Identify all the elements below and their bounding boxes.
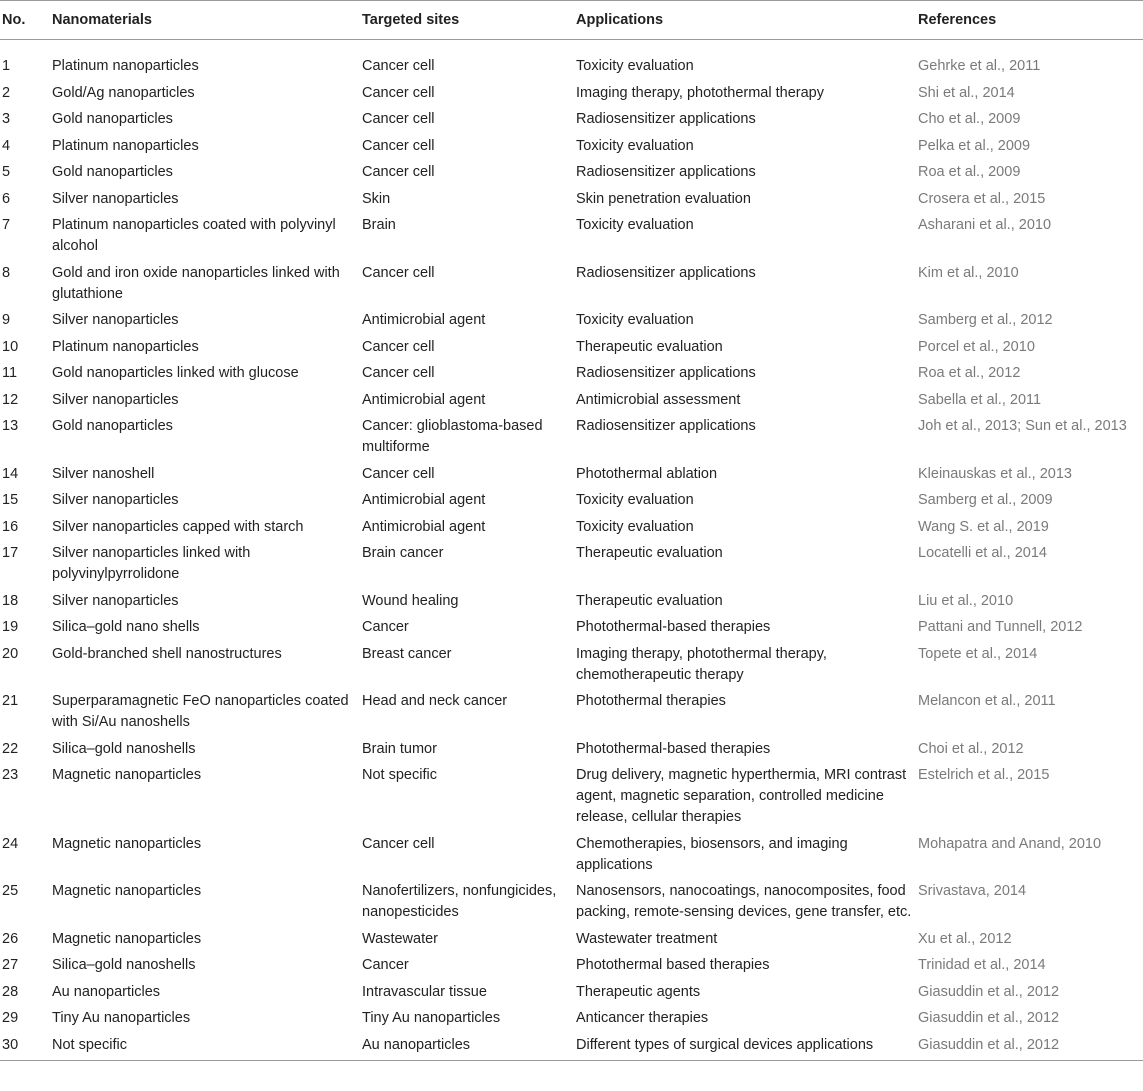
cell-application: Antimicrobial assessment [576, 391, 741, 408]
cell-application: Photothermal-based therapies [576, 619, 771, 635]
cell-no: 16 [2, 518, 19, 535]
cell-application: Photothermal based therapies [576, 957, 770, 973]
table-row [0, 978, 1143, 1005]
table-row [0, 1031, 1143, 1060]
cell-nanomaterial: Silver nanoparticles [52, 592, 179, 609]
cell-nanomaterial: Platinum nanoparticles [52, 338, 199, 355]
cell-reference: Mohapatra and Anand, 2010 [918, 835, 1102, 852]
cell-targeted-site: Wastewater [362, 930, 439, 947]
cell-reference: Giasuddin et al., 2012 [918, 1036, 1060, 1053]
cell-no: 20 [2, 645, 19, 662]
cell-nanomaterial: Gold nanoparticles linked with glucose [52, 365, 299, 381]
cell-no: 26 [2, 930, 19, 947]
cell-reference: Topete et al., 2014 [918, 645, 1038, 662]
cell-targeted-site: Cancer [362, 957, 409, 973]
cell-targeted-site: Antimicrobial agent [362, 492, 486, 508]
cell-no: 28 [2, 983, 19, 1000]
cell-reference: Melancon et al., 2011 [918, 693, 1056, 709]
cell-application: Toxicity evaluation [576, 312, 694, 328]
cell-application: Imaging therapy, photothermal therapy [576, 84, 824, 101]
cell-targeted-site: Cancer cell [362, 365, 435, 381]
cell-nanomaterial: Magnetic nanoparticles [52, 930, 202, 947]
cell-reference: Gehrke et al., 2011 [918, 58, 1041, 74]
cell-no: 17 [2, 545, 19, 561]
cell-reference: Srivastava, 2014 [918, 883, 1027, 899]
cell-no: 25 [2, 883, 19, 899]
cell-no: 3 [2, 111, 11, 127]
cell-no: 4 [2, 137, 11, 154]
table-row [0, 539, 1143, 587]
cell-application: Therapeutic evaluation [576, 338, 723, 355]
cell-no: 1 [2, 58, 11, 74]
cell-no: 13 [2, 418, 19, 434]
table-row [0, 79, 1143, 106]
cell-targeted-site: Cancer cell [362, 84, 435, 101]
cell-nanomaterial: Gold nanoparticles [52, 418, 173, 434]
cell-application: Therapeutic evaluation [576, 592, 723, 609]
cell-no: 11 [2, 365, 18, 381]
table-row [0, 925, 1143, 952]
cell-no: 23 [2, 767, 19, 783]
cell-reference: Pelka et al., 2009 [918, 137, 1031, 154]
header-no: No. [0, 1, 51, 40]
cell-reference: Cho et al., 2009 [918, 111, 1021, 127]
cell-no: 12 [2, 391, 19, 408]
table-row [0, 306, 1143, 333]
table-row [0, 412, 1143, 460]
cell-application: Different types of surgical devices applications [576, 1036, 874, 1053]
cell-application: Radiosensitizer applications [576, 111, 756, 127]
cell-reference: Xu et al., 2012 [918, 930, 1012, 947]
cell-no: 9 [2, 312, 11, 328]
cell-nanomaterial: Tiny Au nanoparticles [52, 1010, 191, 1026]
table-row [0, 587, 1143, 614]
cell-application: Toxicity evaluation [576, 217, 694, 233]
cell-targeted-site: Intravascular tissue [362, 983, 487, 1000]
cell-targeted-site: Antimicrobial agent [362, 312, 486, 328]
cell-targeted-site: Brain tumor [362, 740, 437, 757]
table-row [0, 105, 1143, 132]
cell-no: 2 [2, 84, 11, 101]
cell-no: 22 [2, 740, 19, 757]
table-row [0, 951, 1143, 978]
cell-nanomaterial: Platinum nanoparticles [52, 137, 199, 154]
cell-application: Nanosensors, nanocoatings, nanocomposites, food packing, remote-sensing devices, gene transfer, etc. [576, 883, 912, 920]
table-row [0, 185, 1143, 212]
cell-application: Skin penetration evaluation [576, 190, 751, 207]
cell-application: Toxicity evaluation [576, 492, 694, 508]
cell-nanomaterial: Magnetic nanoparticles [52, 767, 202, 783]
cell-reference: Porcel et al., 2010 [918, 338, 1035, 355]
table-row [0, 735, 1143, 762]
cell-reference: Kim et al., 2010 [918, 264, 1019, 281]
cell-nanomaterial: Silica–gold nanoshells [52, 740, 196, 757]
bottom-rule [0, 1060, 1143, 1061]
cell-nanomaterial: Silver nanoshell [52, 465, 155, 482]
table-row [0, 513, 1143, 540]
cell-application: Photothermal-based therapies [576, 740, 771, 757]
table-row [0, 1004, 1143, 1031]
cell-application: Toxicity evaluation [576, 518, 694, 535]
cell-nanomaterial: Gold and iron oxide nanoparticles linked with glutathione [52, 264, 340, 302]
cell-nanomaterial: Silver nanoparticles [52, 391, 179, 408]
table-row [0, 761, 1143, 830]
cell-targeted-site: Cancer cell [362, 465, 435, 482]
cell-nanomaterial: Silica–gold nano shells [52, 619, 200, 635]
cell-application: Radiosensitizer applications [576, 418, 756, 434]
cell-nanomaterial: Superparamagnetic FeO nanoparticles coated with Si/Au nanoshells [52, 693, 349, 730]
cell-targeted-site: Cancer cell [362, 264, 435, 281]
cell-application: Wastewater treatment [576, 930, 718, 947]
cell-reference: Asharani et al., 2010 [918, 217, 1052, 233]
cell-targeted-site: Antimicrobial agent [362, 391, 486, 408]
header-nanomaterials: Nanomaterials [51, 1, 361, 40]
cell-targeted-site: Head and neck cancer [362, 693, 508, 709]
cell-application: Therapeutic agents [576, 983, 701, 1000]
cell-reference: Crosera et al., 2015 [918, 190, 1046, 207]
cell-nanomaterial: Silver nanoparticles [52, 190, 179, 207]
cell-reference: Roa et al., 2009 [918, 164, 1021, 180]
table-row [0, 640, 1143, 688]
cell-targeted-site: Cancer cell [362, 111, 435, 127]
cell-no: 6 [2, 190, 11, 207]
cell-nanomaterial: Silver nanoparticles [52, 492, 179, 508]
table-row [0, 333, 1143, 360]
cell-application: Therapeutic evaluation [576, 545, 723, 561]
table-header [0, 1, 1143, 40]
cell-reference: Samberg et al., 2009 [918, 492, 1053, 508]
cell-reference: Kleinauskas et al., 2013 [918, 465, 1072, 482]
cell-application: Anticancer therapies [576, 1010, 709, 1026]
cell-nanomaterial: Gold nanoparticles [52, 164, 173, 180]
cell-targeted-site: Cancer [362, 619, 409, 635]
cell-application: Radiosensitizer applications [576, 164, 756, 180]
table-row [0, 830, 1143, 878]
cell-no: 21 [2, 693, 19, 709]
cell-targeted-site: Cancer cell [362, 835, 435, 852]
cell-targeted-site: Brain [362, 217, 396, 233]
cell-nanomaterial: Platinum nanoparticles [52, 58, 199, 74]
table-row [0, 259, 1143, 307]
cell-no: 30 [2, 1036, 19, 1053]
cell-nanomaterial: Gold-branched shell nanostructures [52, 645, 282, 662]
table-row [0, 613, 1143, 640]
header-targeted-sites: Targeted sites [361, 1, 575, 40]
cell-nanomaterial: Silica–gold nanoshells [52, 957, 196, 973]
cell-reference: Sabella et al., 2011 [918, 391, 1042, 408]
cell-nanomaterial: Platinum nanoparticles coated with polyvinyl alcohol [52, 217, 336, 254]
table-row [0, 687, 1143, 735]
cell-targeted-site: Cancer cell [362, 338, 435, 355]
cell-targeted-site: Cancer cell [362, 137, 435, 154]
table-row [0, 386, 1143, 413]
cell-reference: Giasuddin et al., 2012 [918, 983, 1060, 1000]
table-row [0, 460, 1143, 487]
table-body [0, 40, 1143, 1060]
cell-targeted-site: Cancer: glioblastoma-based multiforme [362, 418, 543, 455]
cell-reference: Pattani and Tunnell, 2012 [918, 619, 1083, 635]
cell-reference: Choi et al., 2012 [918, 740, 1024, 757]
header-row [0, 1, 1143, 40]
table-row [0, 132, 1143, 159]
cell-application: Drug delivery, magnetic hyperthermia, MRI contrast agent, magnetic separation, controlled medicine release, cellular therapies [576, 767, 907, 825]
cell-reference: Giasuddin et al., 2012 [918, 1010, 1060, 1026]
cell-no: 10 [2, 338, 19, 355]
cell-targeted-site: Skin [362, 190, 391, 207]
cell-targeted-site: Nanofertilizers, nonfungicides, nanopesticides [362, 883, 557, 920]
cell-targeted-site: Cancer cell [362, 58, 435, 74]
cell-nanomaterial: Silver nanoparticles [52, 312, 179, 328]
cell-reference: Estelrich et al., 2015 [918, 767, 1050, 783]
cell-application: Radiosensitizer applications [576, 264, 756, 281]
cell-targeted-site: Not specific [362, 767, 437, 783]
cell-application: Toxicity evaluation [576, 58, 694, 74]
cell-targeted-site: Wound healing [362, 592, 459, 609]
cell-targeted-site: Breast cancer [362, 645, 452, 662]
header-references: References [917, 1, 1143, 40]
cell-application: Photothermal ablation [576, 465, 718, 482]
cell-targeted-site: Brain cancer [362, 545, 444, 561]
cell-targeted-site: Tiny Au nanoparticles [362, 1010, 501, 1026]
table-row [0, 359, 1143, 386]
cell-no: 15 [2, 492, 19, 508]
cell-nanomaterial: Gold/Ag nanoparticles [52, 84, 195, 101]
cell-nanomaterial: Silver nanoparticles capped with starch [52, 518, 304, 535]
cell-no: 14 [2, 465, 19, 482]
cell-reference: Locatelli et al., 2014 [918, 545, 1047, 561]
table-row [0, 877, 1143, 925]
cell-application: Chemotherapies, biosensors, and imaging applications [576, 835, 848, 873]
cell-targeted-site: Cancer cell [362, 164, 435, 180]
cell-nanomaterial: Silver nanoparticles linked with polyvinylpyrrolidone [52, 545, 251, 582]
table-row [0, 158, 1143, 185]
table-row [0, 40, 1143, 79]
cell-reference: Samberg et al., 2012 [918, 312, 1053, 328]
header-applications: Applications [575, 1, 917, 40]
cell-no: 19 [2, 619, 19, 635]
cell-reference: Trinidad et al., 2014 [918, 957, 1046, 973]
cell-nanomaterial: Au nanoparticles [52, 983, 161, 1000]
cell-application: Imaging therapy, photothermal therapy, chemotherapeutic therapy [576, 645, 827, 683]
cell-no: 24 [2, 835, 19, 852]
cell-reference: Joh et al., 2013; Sun et al., 2013 [918, 418, 1127, 434]
cell-reference: Roa et al., 2012 [918, 365, 1021, 381]
cell-targeted-site: Au nanoparticles [362, 1036, 471, 1053]
cell-nanomaterial: Magnetic nanoparticles [52, 883, 202, 899]
cell-no: 8 [2, 264, 11, 281]
cell-application: Toxicity evaluation [576, 137, 694, 154]
cell-no: 5 [2, 164, 11, 180]
cell-no: 29 [2, 1010, 19, 1026]
cell-nanomaterial: Magnetic nanoparticles [52, 835, 202, 852]
cell-application: Radiosensitizer applications [576, 365, 756, 381]
cell-reference: Shi et al., 2014 [918, 84, 1015, 101]
cell-no: 27 [2, 957, 19, 973]
cell-application: Photothermal therapies [576, 693, 726, 709]
cell-nanomaterial: Gold nanoparticles [52, 111, 173, 127]
cell-nanomaterial: Not specific [52, 1036, 127, 1053]
table-row [0, 211, 1143, 259]
cell-reference: Wang S. et al., 2019 [918, 518, 1049, 535]
cell-no: 18 [2, 592, 19, 609]
cell-targeted-site: Antimicrobial agent [362, 518, 486, 535]
cell-reference: Liu et al., 2010 [918, 592, 1014, 609]
cell-no: 7 [2, 217, 11, 233]
table-row [0, 486, 1143, 513]
